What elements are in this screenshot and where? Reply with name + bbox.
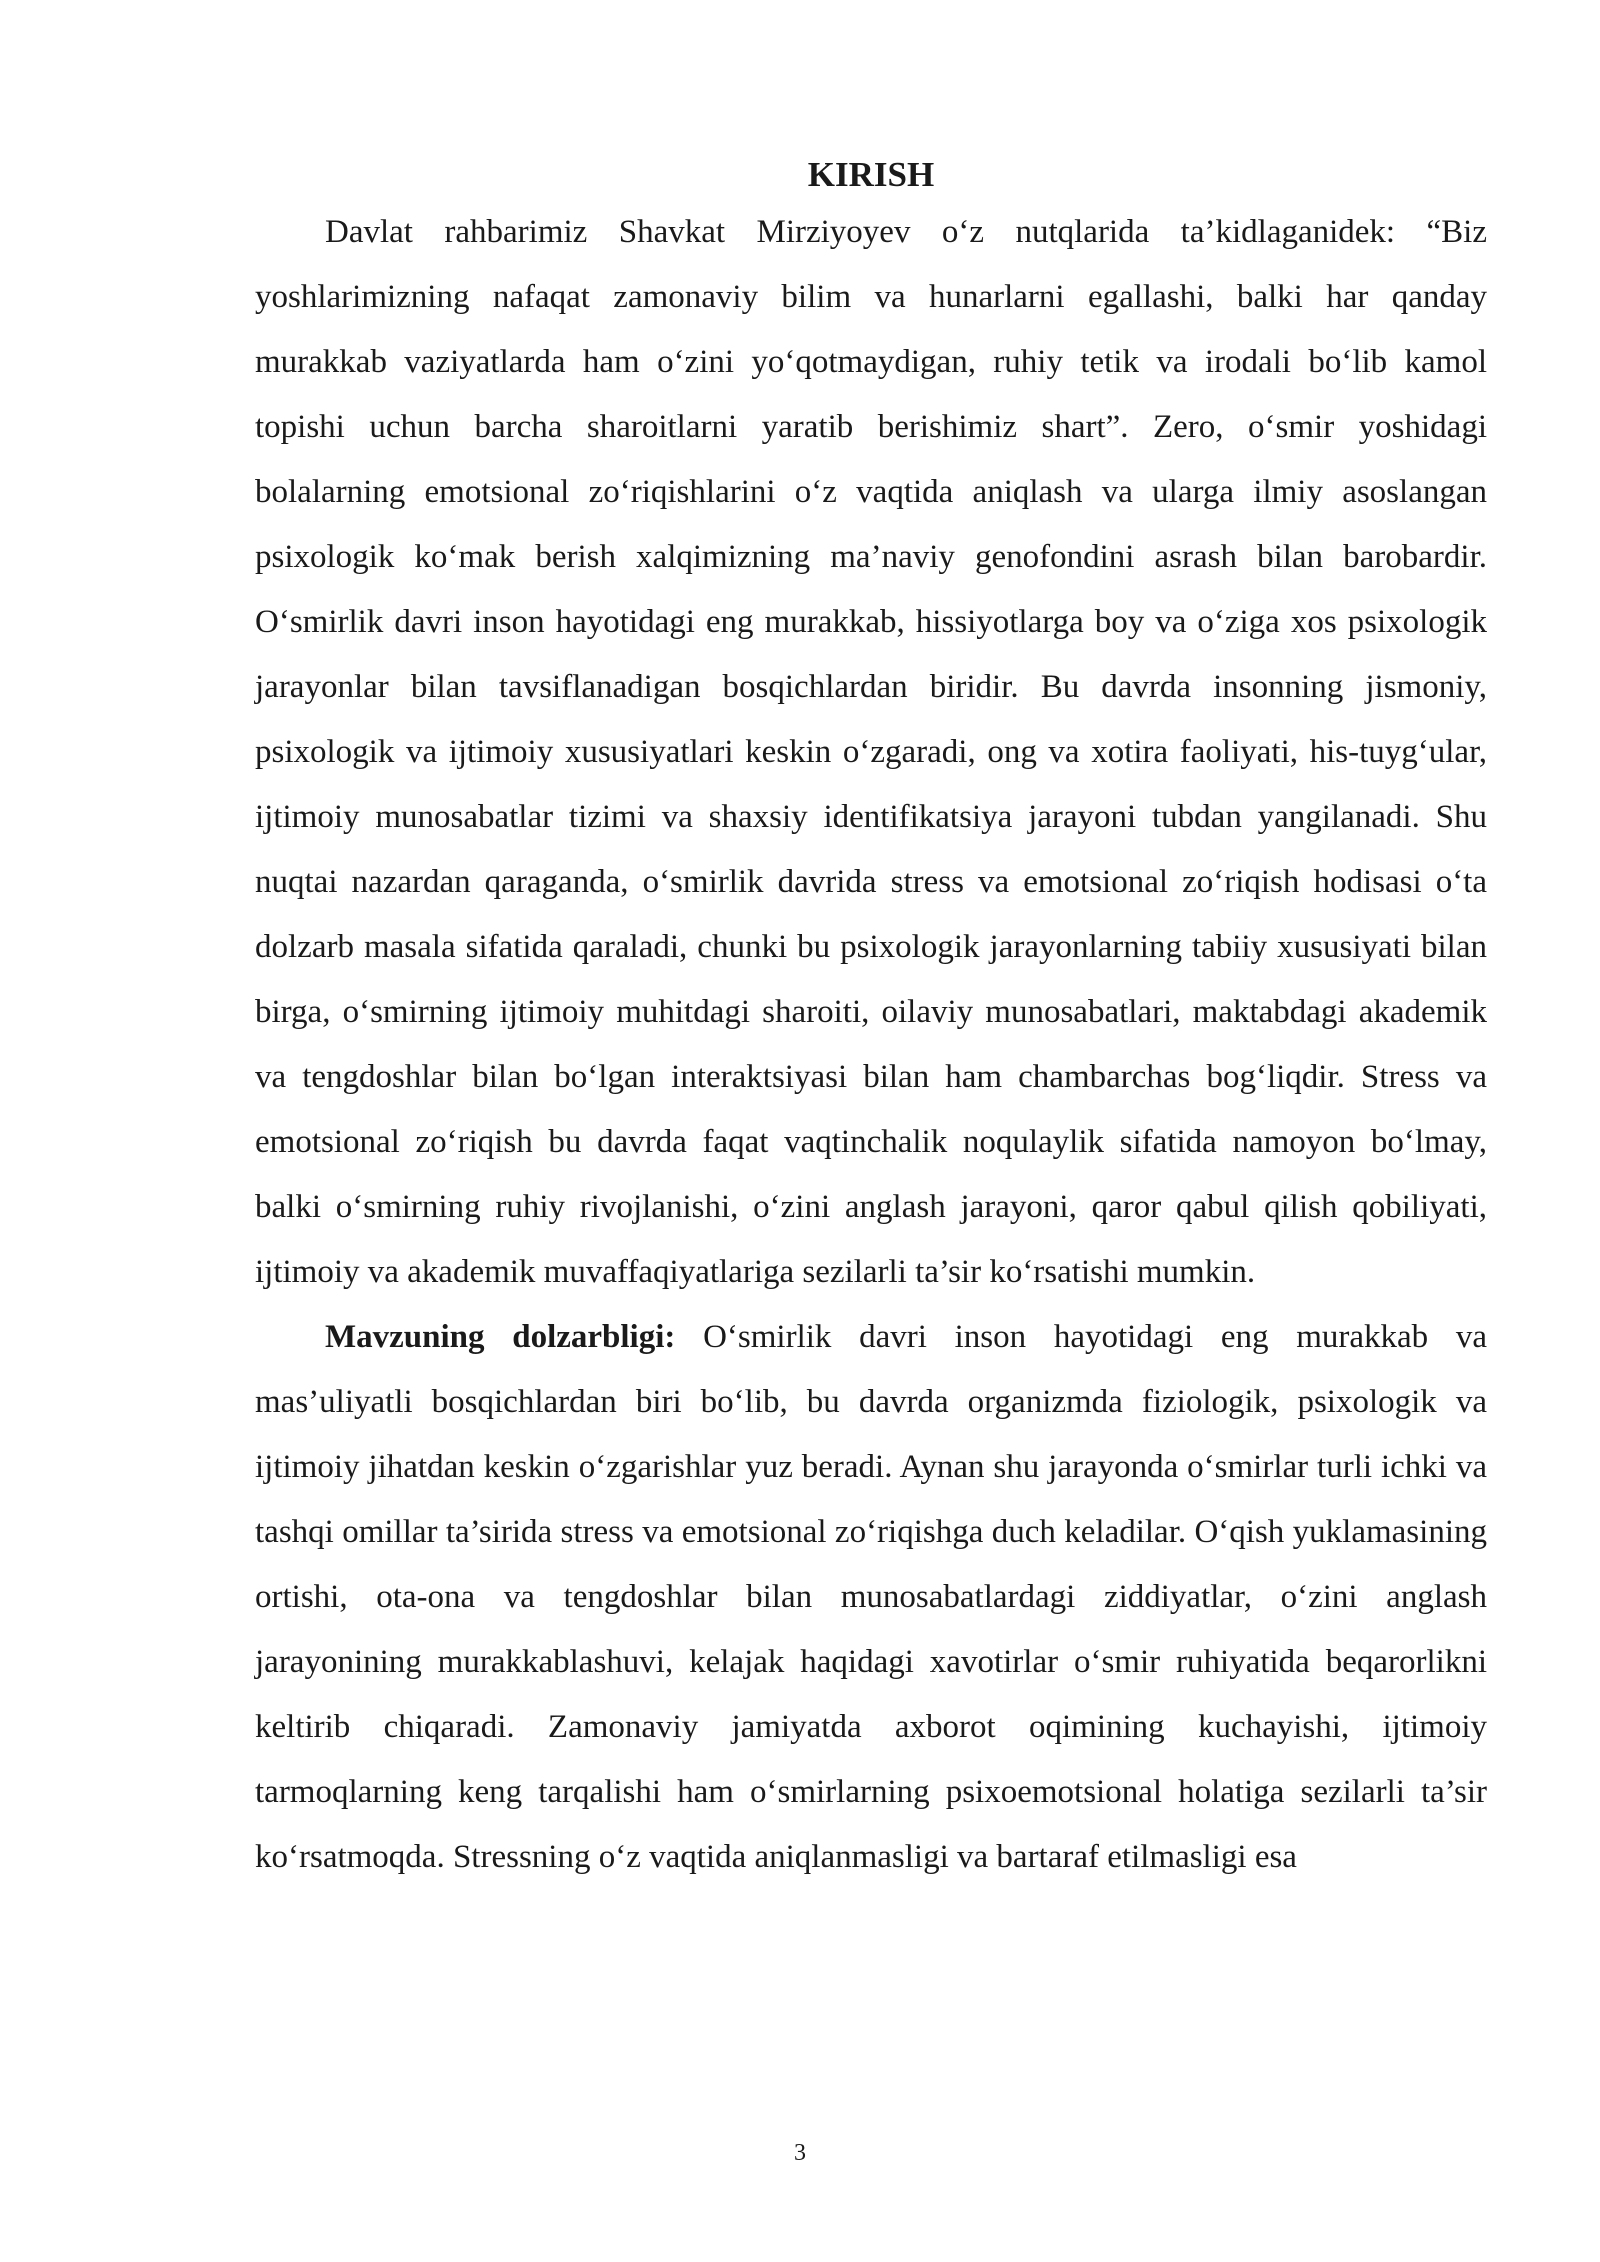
- section-heading: KIRISH: [807, 155, 935, 194]
- document-page: [255, 150, 1487, 1890]
- relevance-paragraph: [255, 1305, 1487, 1890]
- intro-paragraph: Davlat rahbarimiz Shavkat Mirziyoyev o‘z nutqlarida ta’kidlaganidek: “Biz yoshlarimizning nafaqat zamonaviy bilim va hunarlarni egallashi, balki har qanday murakkab vaziyatlarda ham o‘zini yo‘qotmaydigan, ruhiy tetik va irodali bo‘lib kamol topishi uchun barcha sharoitlarni yaratib berishimiz shart”. Zero, o‘smir yoshidagi bolalarning emotsional zo‘riqishlarini o‘z vaqtida aniqlash va ularga ilmiy asoslangan psixologik ko‘mak berish xalqimizning ma’naviy genofondini asrash bilan barobardir. O‘smirlik davri inson hayotidagi eng murakkab, hissiyotlarga boy va o‘ziga xos psixologik jarayonlar bilan tavsiflanadigan bosqichlardan biridir. Bu davrda insonning jismoniy, psixologik va ijtimoiy xususiyatlari keskin o‘zgaradi, ong va xotira faoliyati, his-tuyg‘ular, ijtimoiy munosabatlar tizimi va shaxsiy identifikatsiya jarayoni tubdan yangilanadi. Shu nuqtai nazardan qaraganda, o‘smirlik davrida stress va emotsional zo‘riqish hodisasi o‘ta dolzarb masala sifatida qaraladi, chunki bu psixologik jarayonlarning tabiiy xususiyati bilan birga, o‘smirning ijtimoiy muhitdagi sharoiti, oilaviy munosabatlari, maktabdagi akademik va tengdoshlar bilan bo‘lgan interaktsiyasi bilan ham chambarchas bog‘liqdir. Stress va emotsional zo‘riqish bu davrda faqat vaqtinchalik noqulaylik sifatida namoyon bo‘lmay, balki o‘smirning ruhiy rivojlanishi, o‘zini anglash jarayoni, qaror qabul qilish qobiliyati, ijtimoiy va akademik muvaffaqiyatlariga sezilarli ta’sir ko‘rsatishi mumkin.: [255, 214, 1487, 1290]
- page-number: 3: [794, 2140, 806, 2166]
- relevance-lead: Mavzuning dolzarbligi:: [325, 1319, 676, 1355]
- relevance-text: O‘smirlik davri inson hayotidagi eng murakkab va mas’uliyatli bosqichlardan biri bo‘lib, bu davrda organizmda fiziologik, psixologik va ijtimoiy jihatdan keskin o‘zgarishlar yuz beradi. Aynan shu jarayonda o‘smirlar turli ichki va tashqi omillar ta’sirida stress va emotsional zo‘riqishga duch keladilar. O‘qish yuklamasining ortishi, ota-ona va tengdoshlar bilan munosabatlardagi ziddiyatlar, o‘zini anglash jarayonining murakkablashuvi, kelajak haqidagi xavotirlar o‘smir ruhiyatida beqarorlikni keltirib chiqaradi. Zamonaviy jamiyatda axborot oqimining kuchayishi, ijtimoiy tarmoqlarning keng tarqalishi ham o‘smirlarning psixoemotsional holatiga sezilarli ta’sir ko‘rsatmoqda. Stressning o‘z vaqtida aniqlanmasligi va bartaraf etilmasligi esa: [255, 1319, 1487, 1875]
